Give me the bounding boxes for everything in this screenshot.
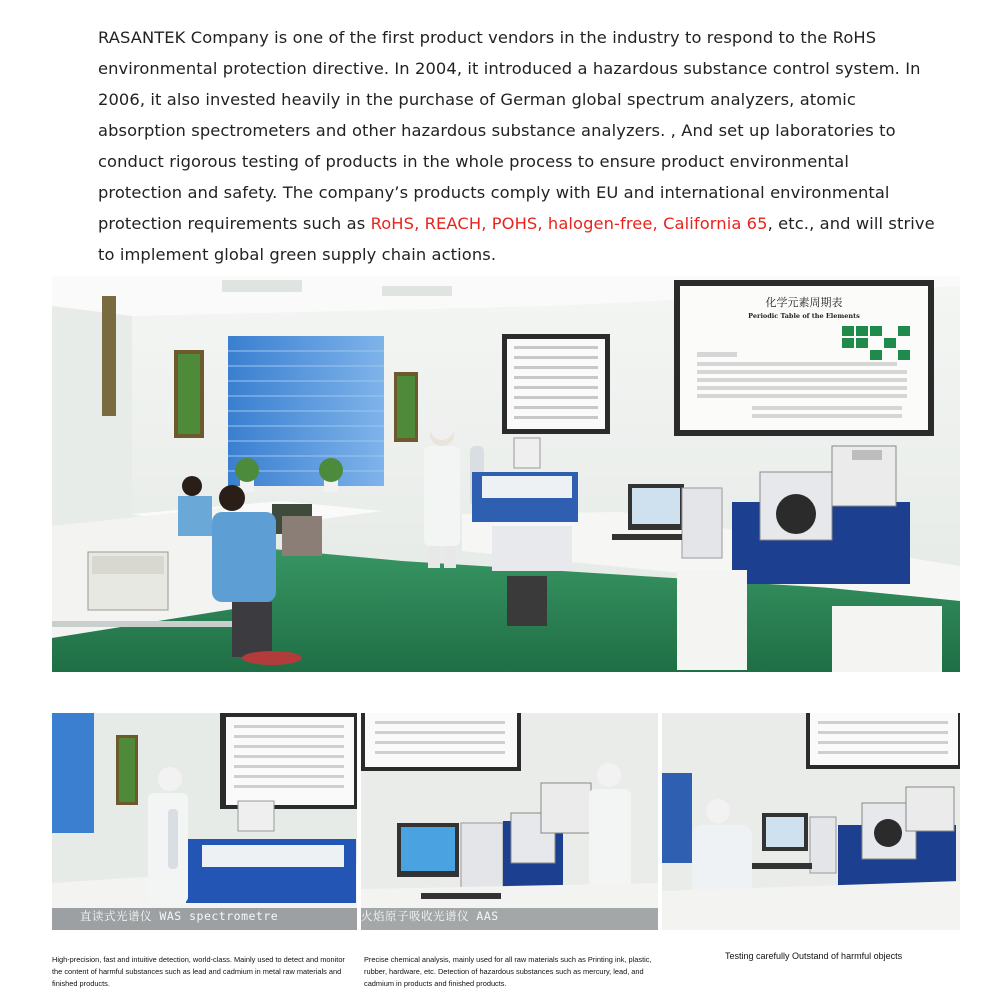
spectrometer-overlay-caption: 直读式光谱仪 WAS spectrometre: [80, 909, 279, 923]
spectrometer-photo: [52, 713, 357, 930]
testing-photo: [662, 713, 960, 930]
aas-overlay-caption: 火焰原子吸收光谱仪 AAS: [361, 909, 499, 923]
intro-highlight-standards: RoHS, REACH, POHS, halogen-free, California 65: [370, 214, 768, 233]
testing-description: Testing carefully Outstand of harmful objects: [725, 951, 903, 961]
aas-photo: [361, 713, 658, 930]
intro-text-after: , etc., and will strive to implement global green supply chain actions.: [98, 214, 935, 264]
spectrometer-description: High-precision, fast and intuitive detection, world-class. Mainly used to detect and monitor the content of harmful substances such as lead and cadmium in metal raw materials and finished products.: [52, 955, 345, 988]
periodic-table-title-cn: 化学元素周期表: [765, 296, 843, 309]
aas-description: Precise chemical analysis, mainly used for all raw materials such as Printing ink, plastic, rubber, hardware, etc. Detection of hazardous substances such as mercury, lead, and cadmium in products and finished products.: [364, 955, 652, 988]
intro-paragraph: [98, 22, 938, 270]
intro-text-before: RASANTEK Company is one of the first product vendors in the industry to respond to the RoHS environmental protection directive. In 2004, it introduced a hazardous substance control system. In 2006, it also invested heavily in the purchase of German global spectrum analyzers, atomic absorption spectrometers and other hazardous substance analyzers. , And set up laboratories to conduct rigorous testing of products in the whole process to ensure product environmental protection and safety. The company’s products comply with EU and international environmental protection requirements such as: [98, 28, 921, 233]
periodic-table-title-en: Periodic Table of the Elements: [748, 312, 860, 320]
lab-main-photo: [52, 276, 960, 672]
